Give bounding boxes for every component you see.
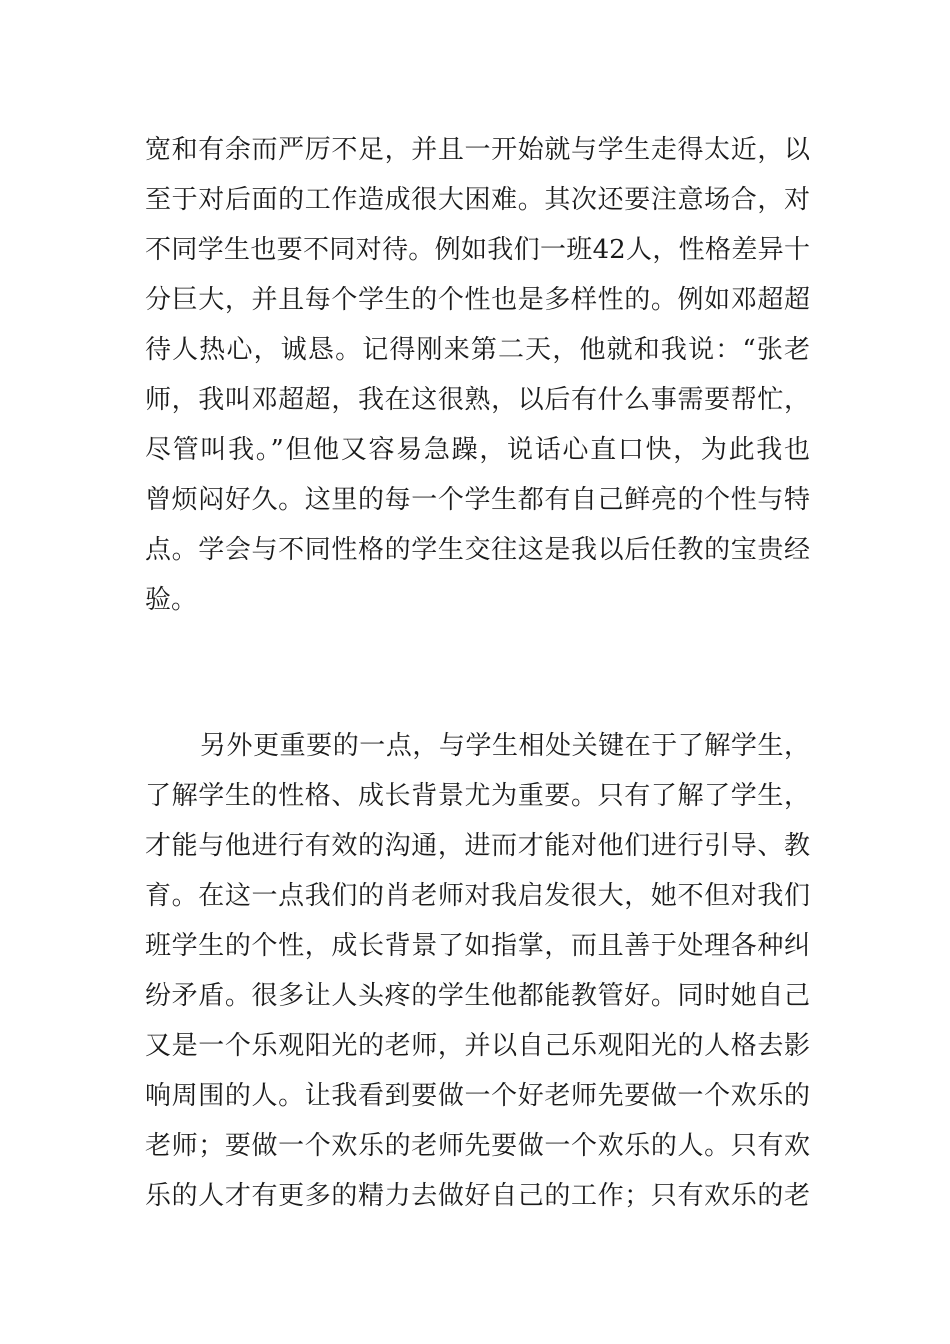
text-line: 尽管叫我。”但他又容易急躁，说话心直口快，为此我也 xyxy=(145,435,810,465)
text-line: 了解学生的性格、成长背景尤为重要。只有了解了学生， xyxy=(145,781,810,811)
text-line: 至于对后面的工作造成很大困难。其次还要注意场合，对 xyxy=(145,185,810,215)
text-line: 老师；要做一个欢乐的老师先要做一个欢乐的人。只有欢 xyxy=(145,1131,810,1161)
text-line: 育。在这一点我们的肖老师对我启发很大，她不但对我们 xyxy=(145,881,810,911)
text-line: 班学生的个性，成长背景了如指掌，而且善于处理各种纠 xyxy=(145,931,810,961)
text-line: 响周围的人。让我看到要做一个好老师先要做一个欢乐的 xyxy=(145,1081,810,1111)
text-line: 又是一个乐观阳光的老师，并以自己乐观阳光的人格去影 xyxy=(145,1031,810,1061)
text-line: 不同学生也要不同对待。例如我们一班42人，性格差异十 xyxy=(145,235,810,265)
text-line: 分巨大，并且每个学生的个性也是多样性的。例如邓超超 xyxy=(145,285,810,315)
text-line: 纷矛盾。很多让人头疼的学生他都能教管好。同时她自己 xyxy=(145,981,810,1011)
text-line: 另外更重要的一点，与学生相处关键在于了解学生， xyxy=(200,731,810,761)
text-line: 宽和有余而严厉不足，并且一开始就与学生走得太近，以 xyxy=(145,135,810,165)
text-line: 待人热心，诚恳。记得刚来第二天，他就和我说：“张老 xyxy=(145,335,810,365)
text-line: 才能与他进行有效的沟通，进而才能对他们进行引导、教 xyxy=(145,831,810,861)
text-line: 验。 xyxy=(145,585,198,615)
text-line: 乐的人才有更多的精力去做好自己的工作；只有欢乐的老 xyxy=(145,1181,810,1211)
text-line: 点。学会与不同性格的学生交往这是我以后任教的宝贵经 xyxy=(145,535,810,565)
text-line: 曾烦闷好久。这里的每一个学生都有自己鲜亮的个性与特 xyxy=(145,485,810,515)
text-line: 师，我叫邓超超，我在这很熟，以后有什么事需要帮忙， xyxy=(145,385,810,415)
